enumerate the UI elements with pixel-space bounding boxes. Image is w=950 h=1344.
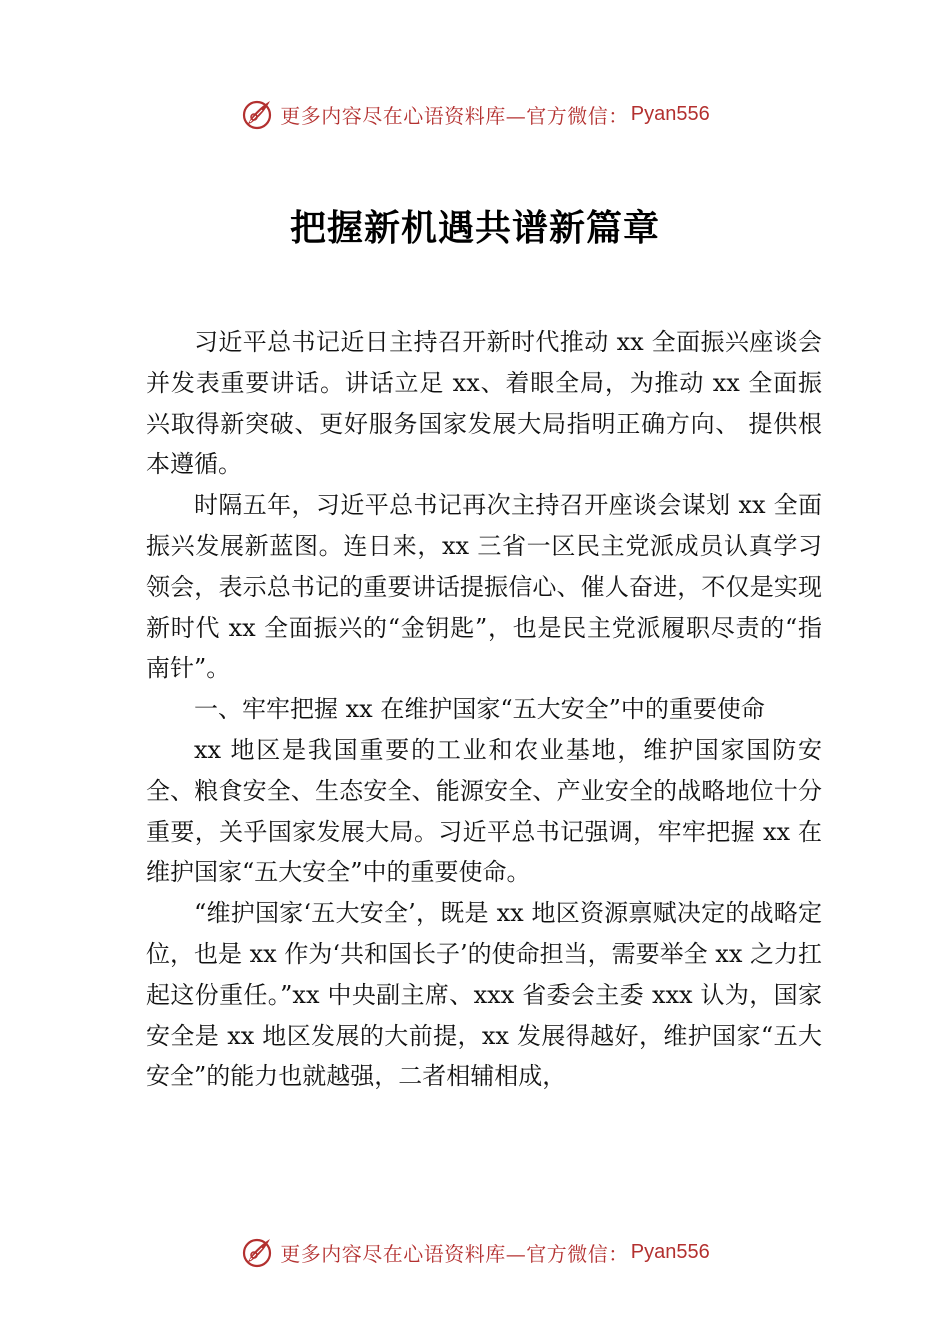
watermark-account: Pyan556 <box>630 102 710 125</box>
feather-pen-logo-icon <box>240 1235 274 1269</box>
document-body <box>146 322 822 1097</box>
watermark-account: Pyan556 <box>630 1240 710 1263</box>
paragraph: 时隔五年，习近平总书记再次主持召开座谈会谋划 xx 全面振兴发展新蓝图。连日来，xx 三省一区民主党派成员认真学习领会，表示总书记的重要讲话提振信心、催人奋进，不仅是实现新时代 xx 全面振兴的“金钥匙”，也是民主党派履职尽责的“指南针”。 <box>146 491 822 683</box>
section-heading: 一、牢牢把握 xx 在维护国家“五大安全”中的重要使命 <box>194 695 765 724</box>
footer-watermark <box>0 1232 950 1272</box>
paragraph: “维护国家‘五大安全’，既是 xx 地区资源禀赋决定的战略定位，也是 xx 作为‘共和国长子’的使命担当，需要举全 xx 之力扛起这份重任。”xx 中央副主席、xxx 省委会主委 xxx 认为，国家安全是 xx 地区发展的大前提，xx 发展得越好，维护国家“五大安全”的能力也就越强，二者相辅相成， <box>146 899 822 1091</box>
paragraph: xx 地区是我国重要的工业和农业基地，维护国家国防安全、粮食安全、生态安全、能源安全、产业安全的战略地位十分重要，关乎国家发展大局。习近平总书记强调，牢牢把握 xx 在维护国家“五大安全”中的重要使命。 <box>146 735 822 887</box>
paragraph: 习近平总书记近日主持召开新时代推动 xx 全面振兴座谈会并发表重要讲话。讲话立足 xx、着眼全局，为推动 xx 全面振兴取得新突破、更好服务国家发展大局指明正确方向、 提供根本遵循。 <box>146 328 822 479</box>
watermark-text: 更多内容尽在心语资料库—官方微信： <box>280 103 629 128</box>
feather-pen-logo-icon <box>240 97 274 131</box>
header-watermark <box>0 94 950 134</box>
document-title: 把握新机遇共谱新篇章 <box>289 207 660 249</box>
watermark-text: 更多内容尽在心语资料库—官方微信： <box>280 1241 629 1266</box>
